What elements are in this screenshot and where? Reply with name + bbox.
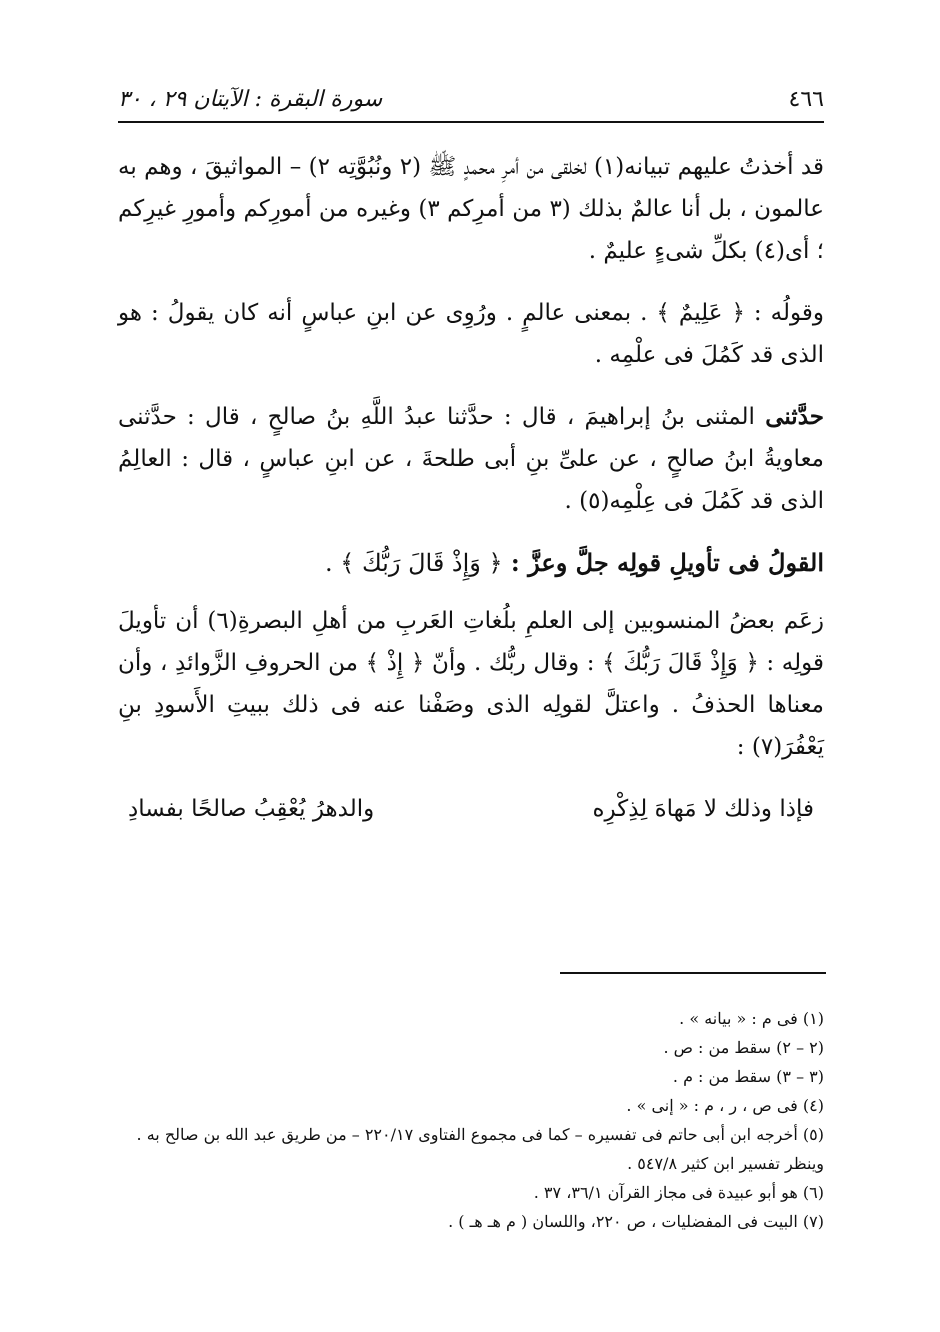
footnotes (118, 1004, 824, 1236)
footnote-rule (560, 972, 826, 974)
paragraph-4: زعَم بعضُ المنسوبين إلى العلمِ بلُغاتِ العَربِ من أهلِ البصرةِ(٦) أن تأويلَ قولِه : ﴿ وَإِذْ قَالَ رَبُّكَ ﴾ : وقال ربُّك . وأنّ ﴿ إِذْ ﴾ من الحروفِ الزَّوائدِ ، وأن معناها الحذفُ . واعتلَّ لقولِه الذى وصَفْنا عنه فى ذلك ببيتِ الأَسودِ بنِ يَعْفُرَ(٧) : (118, 608, 824, 760)
paragraph-3-text: المثنى بنُ إبراهيمَ ، قال : حدَّثنا عبدُ اللَّهِ بنُ صالحٍ ، قال : حدَّثنى معاويةُ ابنُ صالحٍ ، عن علىِّ بنِ أبى طلحةَ ، عن ابنِ عباسٍ ، قال : العالِمُ الذى قد كَمُلَ فى عِلْمِه(٥) . (118, 404, 824, 514)
footnote-6: (٦) هو أبو عبيدة فى مجاز القرآن ٣٦/١، ٣٧ . (533, 1183, 824, 1202)
main-text (118, 146, 824, 830)
footnote-7: (٧) البيت فى المفضليات ، ص ٢٢٠، واللسان ( م هـ هـ ) . (448, 1212, 824, 1231)
paragraph-3 (118, 396, 824, 522)
running-title: سورة البقرة : الآيتان ٢٩ ، ٣٠ (118, 87, 383, 112)
verse-second-hemistich: والدهرُ يُعْقِبُ صالحًا بفسادِ (128, 796, 375, 822)
verse-first-hemistich: فإذا وذلك لا مَهاهَ لِذِكْرِه (592, 796, 814, 822)
paragraph-2: وقولُه : ﴿ عَلِيمٌ ﴾ . بمعنى عالمٍ . ورُوِى عن ابنِ عباسٍ أنه كان يقولُ : هو الذى قد كَمُلَ فى علْمِه . (118, 300, 824, 368)
footnote-5-continued: وينظر تفسير ابن كثير ٥٤٧/٨ . (627, 1154, 824, 1173)
footnote-4: (٤) فى ص ، ر ، م : « إنى » . (626, 1096, 824, 1115)
footnote-5: (٥) أخرجه ابن أبى حاتم فى تفسيره – كما فى مجموع الفتاوى ٢٢٠/١٧ – من طريق عبد الله بن صالح به . (136, 1125, 824, 1144)
paragraph-3-lead: حدَّثنى (765, 403, 824, 430)
footnote-2: (٢ – ٢) سقط من : ص . (663, 1038, 824, 1057)
header-rule (118, 121, 824, 123)
paragraph-1: قد أخذتُ عليهم تبيانه(١) لخلقى من أمرِ محمدٍ ﷺ (٢ ونُبُوَّتِه ٢) – المواثيقَ ، وهم به عالمون ، بل أنا عالمٌ بذلك (٣ من أمرِكم ٣) وغيره من أمورِكم وأمورِ غيرِكم ؛ أى(٤) بكلِّ شىءٍ عليمٌ . (118, 154, 824, 264)
footnote-1: (١) فى م : « بيانه » . (679, 1009, 824, 1028)
section-heading-quote: ﴿ وَإِذْ قَالَ رَبُّكَ ﴾ . (325, 549, 503, 577)
poetry-verse (118, 788, 824, 830)
page-number: ٤٦٦ (788, 87, 824, 112)
page-header (118, 62, 824, 112)
section-heading (118, 542, 824, 584)
section-heading-text: القولُ فى تأويلِ قولِه جلَّ وعزَّ : (510, 548, 824, 577)
footnote-3: (٣ – ٣) سقط من : م . (672, 1067, 824, 1086)
